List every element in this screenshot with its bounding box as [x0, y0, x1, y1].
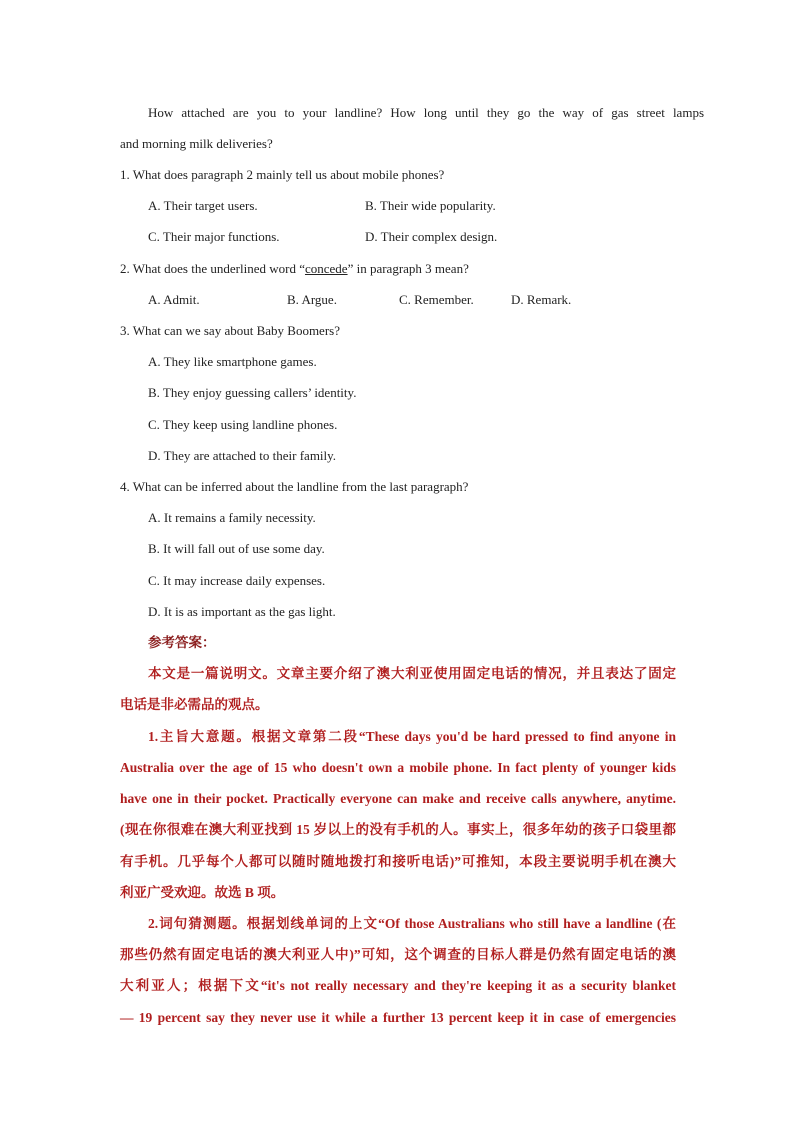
question-2-stem-pre: 2. What does the underlined word “	[120, 261, 305, 276]
question-3-stem: 3. What can we say about Baby Boomers?	[120, 323, 340, 338]
answer-heading: 参考答案：	[148, 635, 216, 650]
answer-line: Australia over the age of 15 who doesn't own a mobile phone. In fact plenty of younger kids	[120, 760, 676, 775]
answer-line: — 19 percent say they never use it while a further 13 percent keep it in case of emergencies	[120, 1010, 676, 1025]
passage-line-1: How attached are you to your landline? How long until they go the way of gas street lamps	[148, 105, 704, 120]
answer-line: 利亚广受欢迎。故选 B 项。	[120, 885, 285, 900]
answer-line: 2.词句猜测题。根据划线单词的上文“Of those Australians who still have a landline (在	[148, 916, 676, 931]
question-2-option-b: B. Argue.	[287, 292, 337, 307]
question-4-option-a: A. It remains a family necessity.	[148, 510, 316, 525]
question-2-stem-post: ” in paragraph 3 mean?	[347, 261, 469, 276]
answer-line: 1.主旨大意题。根据文章第二段“These days you'd be hard pressed to find anyone in	[148, 729, 676, 744]
answer-line: 电话是非必需品的观点。	[120, 697, 269, 712]
question-2-stem	[120, 260, 676, 278]
question-2-option-a: A. Admit.	[148, 292, 200, 307]
question-2-option-d: D. Remark.	[511, 292, 572, 307]
question-3-option-b: B. They enjoy guessing callers’ identity.	[148, 385, 357, 400]
question-2-option-c: C. Remember.	[399, 292, 474, 307]
answer-line: (现在你很难在澳大利亚找到 15 岁以上的没有手机的人。事实上，很多年幼的孩子口袋里都	[120, 822, 676, 837]
answer-line: 本文是一篇说明文。文章主要介绍了澳大利亚使用固定电话的情况，并且表达了固定	[148, 666, 676, 681]
question-1-option-d: D. Their complex design.	[365, 229, 498, 244]
question-4-option-c: C. It may increase daily expenses.	[148, 573, 326, 588]
underlined-word: concede	[304, 261, 348, 276]
passage-line-2: and morning milk deliveries?	[120, 136, 273, 151]
answer-line: 有手机。几乎每个人都可以随时随地拨打和接听电话)”可推知，本段主要说明手机在澳大	[120, 854, 676, 869]
question-1-option-b: B. Their wide popularity.	[365, 198, 496, 213]
question-4-stem: 4. What can be inferred about the landline from the last paragraph?	[120, 479, 469, 494]
question-4-option-b: B. It will fall out of use some day.	[148, 541, 325, 556]
answer-line: have one in their pocket. Practically everyone can make and receive calls anywhere, anytime.	[120, 791, 676, 806]
answer-line: 大利亚人；根据下文“it's not really necessary and they're keeping it as a security blanket	[120, 978, 676, 993]
question-1-stem: 1. What does paragraph 2 mainly tell us about mobile phones?	[120, 167, 445, 182]
answer-line: 那些仍然有固定电话的澳大利亚人中)”可知，这个调查的目标人群是仍然有固定电话的澳	[120, 947, 676, 962]
question-3-option-c: C. They keep using landline phones.	[148, 417, 338, 432]
question-3-option-a: A. They like smartphone games.	[148, 354, 317, 369]
question-4-option-d: D. It is as important as the gas light.	[148, 604, 336, 619]
question-1-option-c: C. Their major functions.	[148, 229, 280, 244]
question-3-option-d: D. They are attached to their family.	[148, 448, 337, 463]
question-1-option-a: A. Their target users.	[148, 198, 258, 213]
